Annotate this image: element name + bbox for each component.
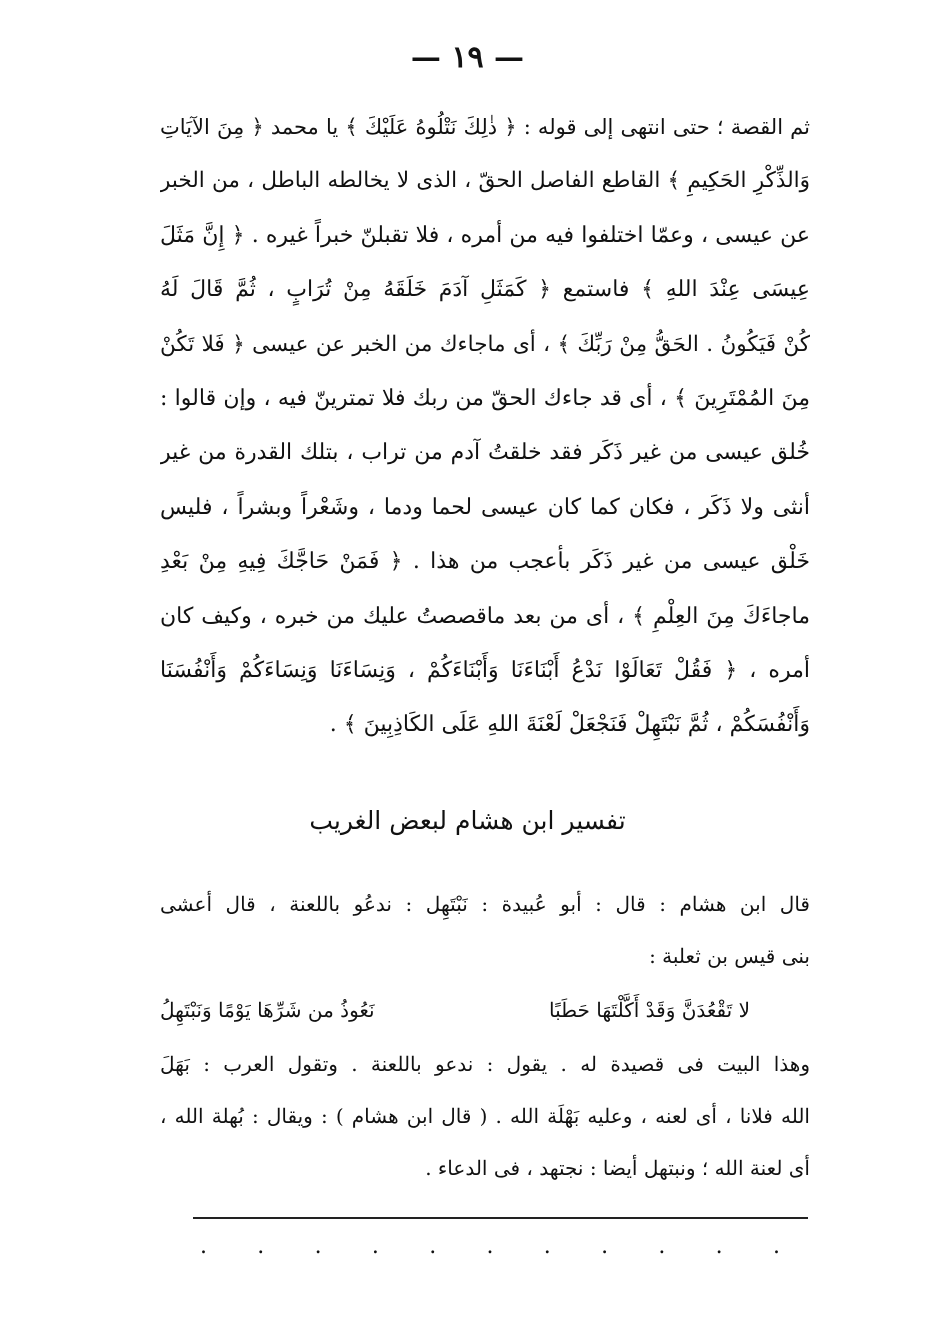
footer-dots [200, 1236, 780, 1258]
note-line: وهذا البيت فى قصيدة له . يقول : ندعو باللعنة . وتقول العرب : بَهَلَ [160, 1052, 810, 1076]
text-line: خُلق عيسى من غير ذَكَر فقد خلقتُ آدم من تراب ، بتلك القدرة من غير [160, 440, 810, 466]
text-line: عن عيسى ، وعمّا اختلفوا فيه من أمره ، فلا تقبلنّ خبراً غيره . ﴿ إِنَّ مَثَلَ [160, 222, 810, 248]
text-line: وَالذِّكْرِ الحَكِيمِ ﴾ القاطع الفاصل الحقّ ، الذى لا يخالطه الباطل ، من الخبر [160, 168, 810, 194]
footer-dot: . [486, 1234, 494, 1259]
footer-rule [193, 1217, 808, 1219]
notes-block [160, 878, 810, 1194]
footer-dot: . [257, 1234, 265, 1259]
text-line: أمره ، ﴿ فَقُلْ تَعَالَوْا نَدْعُ أَبْنَاءَنَا وَأَبْنَاءَكُمْ ، وَنِسَاءَنَا وَنِسَاءَكُمْ وَأَنْفُسَنَا [160, 657, 810, 683]
text-line: ثم القصة ؛ حتى انتهى إلى قوله : ﴿ ذٰلِكَ نَتْلُوهُ عَلَيْكَ ﴾ يا محمد ﴿ مِنَ الآيَاتِ [160, 115, 810, 139]
footer-dot: . [371, 1234, 379, 1259]
footer-dot: . [715, 1234, 723, 1259]
footer-dot: . [658, 1234, 666, 1259]
text-line: أنثى ولا ذَكَر ، فكان كما كان عيسى لحما ودما ، وشَعْراً وبشراً ، فليس [160, 494, 810, 520]
text-line: خَلْق عيسى من غير ذَكَر بأعجب من هذا . ﴿ فَمَنْ حَاجَّكَ فِيهِ مِنْ بَعْدِ [160, 549, 810, 575]
note-line: أى لعنة الله ؛ ونبتهل أيضا : نجتهد ، فى الدعاء . [425, 1156, 810, 1180]
footer-dot: . [601, 1234, 609, 1259]
text-line: وَأَنْفُسَكُمْ ، ثُمَّ نَبْتَهِلْ فَنَجْعَلْ لَعْنَةَ اللهِ عَلَى الكَاذِبِينَ ﴾ . [329, 712, 810, 738]
poem-verse [160, 982, 810, 1038]
text-line: عِيسَى عِنْدَ اللهِ ﴾ فاستمع ﴿ كَمَثَلِ آدَمَ خَلَقَهُ مِنْ تُرَابٍ ، ثُمَّ قَالَ لَهُ [160, 277, 810, 303]
text-line: ماجاءَكَ مِنَ العِلْمِ ﴾ ، أى من بعد ماقصصتُ عليك من خبره ، وكيف كان [160, 603, 810, 629]
footer-dot: . [314, 1234, 322, 1259]
footer-dot: . [200, 1234, 207, 1259]
poem-first-hemistich: لا تَقْعُدَنَّ وَقَدْ أَكَّلْتَهَا حَطَبًا [548, 998, 750, 1022]
footer-dot: . [543, 1234, 551, 1259]
main-text [160, 100, 810, 753]
text-line: كُنْ فَيَكُونُ . الحَقُّ مِنْ رَبِّكَ ﴾ ، أى ماجاءك من الخبر عن عيسى ﴿ فَلا تَكُنْ [160, 331, 810, 357]
text-line: مِنَ المُمْتَرِينَ ﴾ ، أى قد جاءك الحقّ من ربك فلا تمترينّ فيه ، وإن قالوا : [160, 385, 810, 411]
page-number: — ١٩ — [410, 40, 525, 75]
section-heading: تفسير ابن هشام لبعض الغريب [309, 806, 626, 835]
note-line: بنى قيس بن ثعلبة : [649, 944, 810, 968]
footer-dot: . [772, 1234, 780, 1259]
note-line: قال ابن هشام : قال : أبو عُبيدة : نَبْتَهِل : ندعُو باللعنة ، قال أعشى [160, 892, 810, 916]
note-line: الله فلانا ، أى لعنه ، وعليه بَهْلَة الله . ( قال ابن هشام ) : ويقال : بُهلة الله ، [160, 1104, 810, 1128]
poem-second-hemistich: نَعُوذُ من شَرِّهَا يَوْمًا وَنَبْتَهِلُ [160, 998, 375, 1022]
footer-dot: . [429, 1234, 437, 1259]
